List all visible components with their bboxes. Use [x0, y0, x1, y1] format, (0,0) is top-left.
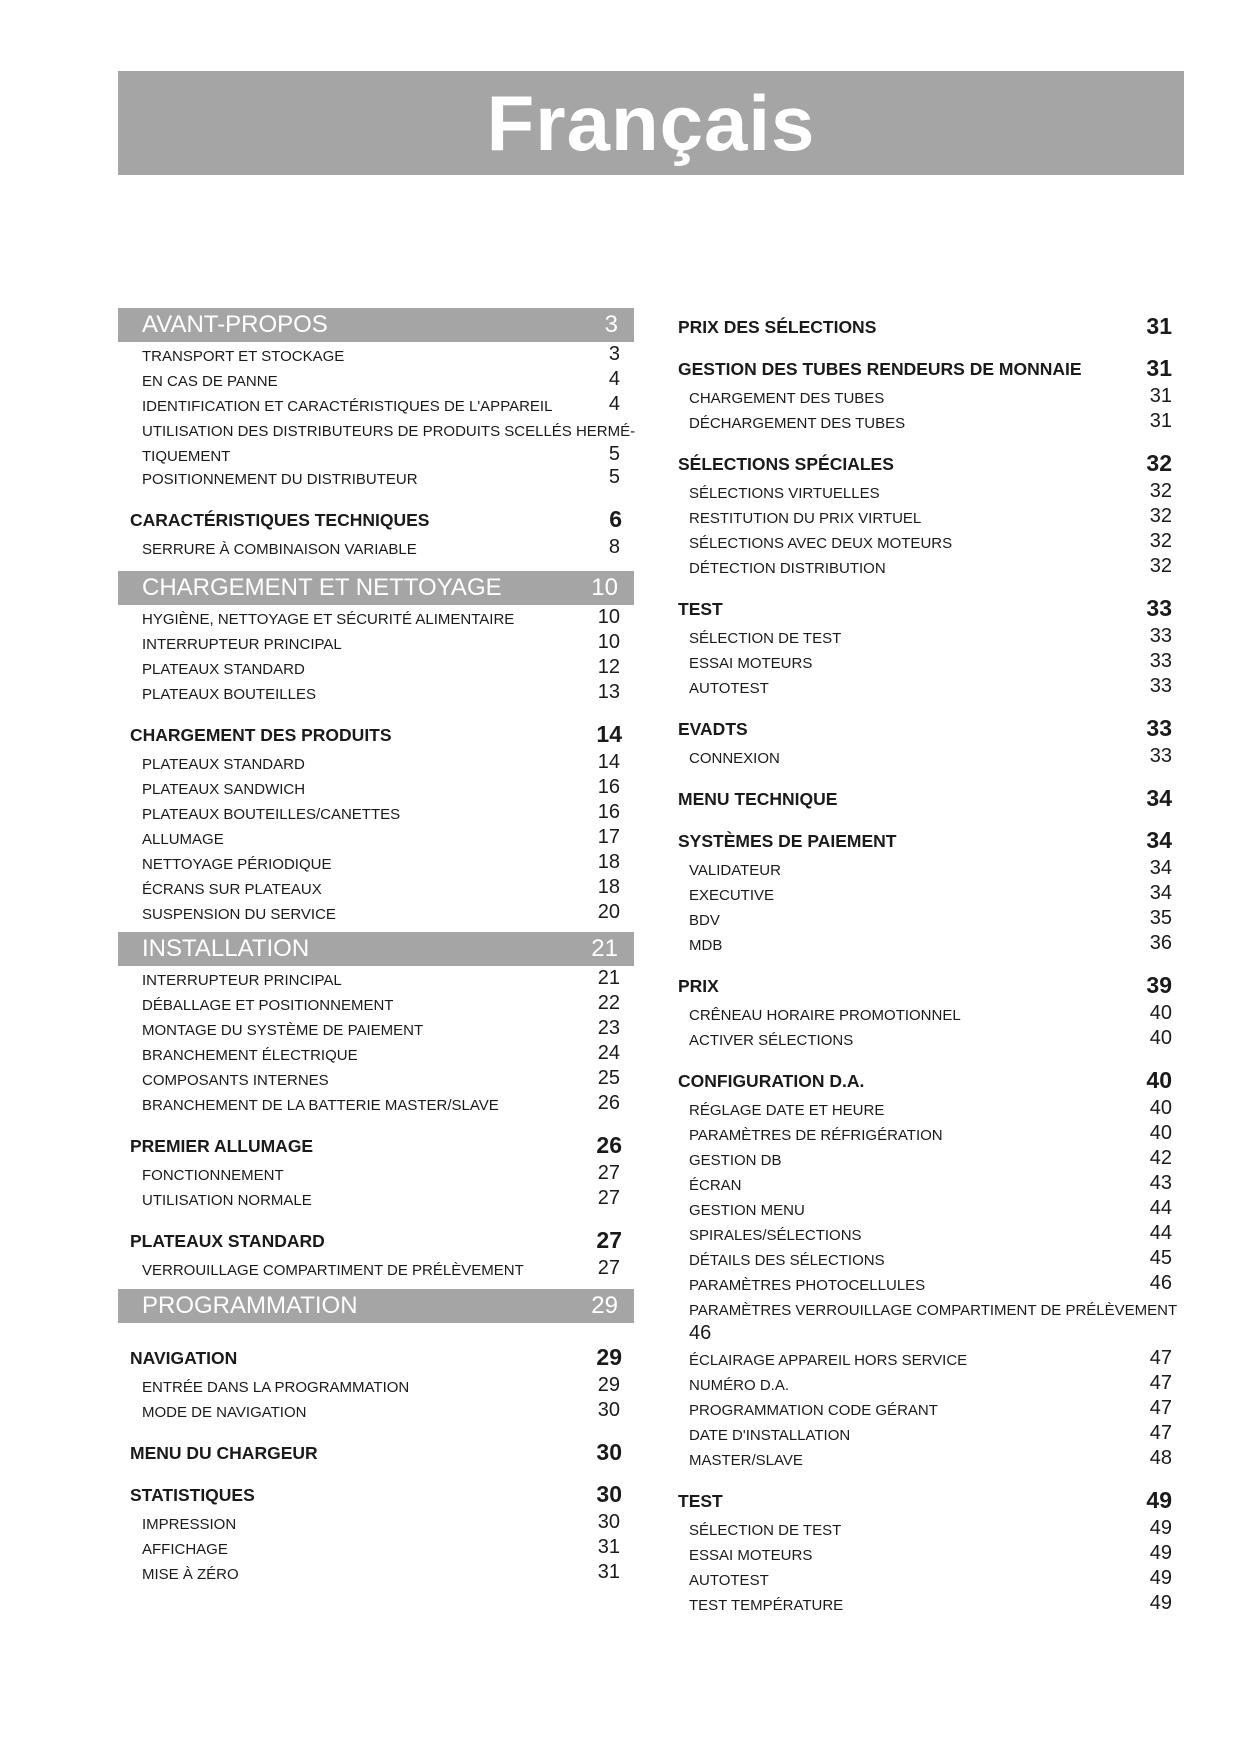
- toc-entry-label: SUSPENSION DU SERVICE: [142, 906, 336, 923]
- toc-entry[interactable]: [118, 1066, 634, 1091]
- toc-heading-prix-selections[interactable]: [666, 308, 1184, 342]
- toc-entry[interactable]: [118, 1398, 634, 1423]
- toc-entry-label: ACTIVER SÉLECTIONS: [689, 1032, 854, 1049]
- toc-right-column: [666, 308, 1184, 1616]
- toc-heading-label: PRIX: [678, 976, 719, 996]
- toc-entry-page: 20: [597, 901, 620, 923]
- toc-entry-label: BRANCHEMENT ÉLECTRIQUE: [142, 1047, 358, 1064]
- toc-entry-page: 31: [1149, 385, 1172, 407]
- toc-section-label: CHARGEMENT ET NETTOYAGE: [142, 574, 502, 601]
- toc-entry[interactable]: [118, 1560, 634, 1585]
- toc-heading-page: 30: [596, 1481, 622, 1507]
- toc-entry-page: 40: [1149, 1002, 1172, 1024]
- toc-heading-page: 39: [1146, 972, 1172, 998]
- toc-entry[interactable]: [666, 384, 1184, 409]
- toc-entry-page: 5: [608, 466, 620, 488]
- toc-entry[interactable]: [118, 850, 634, 875]
- toc-entry-page: 16: [597, 801, 620, 823]
- toc-entry[interactable]: [666, 1096, 1184, 1121]
- toc-entry-label: ENTRÉE DANS LA PROGRAMMATION: [142, 1379, 410, 1396]
- toc-entry-label: AUTOTEST: [689, 1572, 769, 1589]
- toc-entry-page: 5: [608, 443, 620, 465]
- toc-entry-label: PLATEAUX BOUTEILLES/CANETTES: [142, 806, 401, 823]
- toc-entry[interactable]: [666, 1296, 1184, 1346]
- toc-entry-page: 8: [608, 536, 620, 558]
- toc-entry-page: 35: [1149, 907, 1172, 929]
- toc-entry[interactable]: [666, 479, 1184, 504]
- toc-entry[interactable]: [118, 1161, 634, 1186]
- toc-entry[interactable]: [118, 750, 634, 775]
- toc-entry-label: SÉLECTIONS VIRTUELLES: [689, 485, 880, 502]
- toc-heading-prix[interactable]: [666, 967, 1184, 1001]
- toc-entry[interactable]: [118, 775, 634, 800]
- toc-entry[interactable]: [118, 1041, 634, 1066]
- toc-entry[interactable]: [666, 1146, 1184, 1171]
- toc-entry-page: 4: [608, 368, 620, 390]
- toc-heading-page: 34: [1146, 785, 1172, 811]
- toc-entry-page: 32: [1149, 530, 1172, 552]
- toc-entry[interactable]: [666, 1371, 1184, 1396]
- toc-entry-page: 47: [1149, 1347, 1172, 1369]
- toc-section-label: AVANT-PROPOS: [142, 311, 328, 338]
- toc-entry-page: 24: [597, 1042, 620, 1064]
- toc-heading-page: 49: [1146, 1487, 1172, 1513]
- toc-entry-page: 27: [597, 1162, 620, 1184]
- toc-entry-page: 23: [597, 1017, 620, 1039]
- toc-entry-label: CRÊNEAU HORAIRE PROMOTIONNEL: [689, 1007, 961, 1024]
- toc-entry-page: 17: [597, 826, 620, 848]
- toc-entry-page: 33: [1149, 745, 1172, 767]
- toc-heading-menu-chargeur[interactable]: [118, 1434, 634, 1468]
- toc-entry[interactable]: [666, 1271, 1184, 1296]
- toc-entry[interactable]: [118, 1091, 634, 1116]
- toc-entry[interactable]: [666, 1196, 1184, 1221]
- toc-entry[interactable]: [118, 1256, 634, 1281]
- toc-entry-page: 44: [1149, 1222, 1172, 1244]
- toc-entry[interactable]: [666, 409, 1184, 434]
- toc-entry[interactable]: [118, 605, 634, 630]
- toc-entry-label: SÉLECTION DE TEST: [689, 630, 842, 647]
- toc-entry-label: ESSAI MOTEURS: [689, 1547, 813, 1564]
- toc-entry[interactable]: [666, 504, 1184, 529]
- toc-section-page: 10: [591, 574, 618, 601]
- toc-heading-page: 34: [1146, 827, 1172, 853]
- toc-heading-label: PRIX DES SÉLECTIONS: [678, 317, 877, 337]
- toc-section-programmation[interactable]: [118, 1289, 634, 1323]
- toc-entry[interactable]: [118, 1373, 634, 1398]
- toc-entry-label: DÉTAILS DES SÉLECTIONS: [689, 1252, 885, 1269]
- toc-entry-page: 14: [597, 751, 620, 773]
- toc-entry[interactable]: [666, 744, 1184, 769]
- toc-entry-label: FONCTIONNEMENT: [142, 1167, 284, 1184]
- toc-entry-label: SÉLECTIONS AVEC DEUX MOTEURS: [689, 535, 953, 552]
- toc-entry[interactable]: [666, 1221, 1184, 1246]
- toc-section-installation[interactable]: [118, 932, 634, 966]
- toc-entry-page: 49: [1149, 1592, 1172, 1614]
- toc-heading-label: MENU DU CHARGEUR: [130, 1443, 318, 1463]
- toc-entry-page: 46: [689, 1322, 712, 1344]
- toc-heading-caracteristiques[interactable]: [118, 501, 634, 535]
- toc-entry-label: PLATEAUX STANDARD: [142, 661, 305, 678]
- toc-entry-label: ÉCRAN: [689, 1177, 742, 1194]
- toc-heading-page: 27: [596, 1227, 622, 1253]
- toc-entry-label: DÉTECTION DISTRIBUTION: [689, 560, 886, 577]
- toc-entry-label: PLATEAUX STANDARD: [142, 756, 305, 773]
- toc-entry-page: 47: [1149, 1372, 1172, 1394]
- toc-heading-test-2[interactable]: [666, 1482, 1184, 1516]
- toc-heading-page: 33: [1146, 715, 1172, 741]
- toc-heading-label: PLATEAUX STANDARD: [130, 1231, 325, 1251]
- toc-entry-page: 27: [597, 1187, 620, 1209]
- toc-heading-navigation[interactable]: [118, 1339, 634, 1373]
- toc-section-page: 3: [604, 311, 618, 338]
- toc-heading-configuration[interactable]: [666, 1062, 1184, 1096]
- toc-heading-label: CHARGEMENT DES PRODUITS: [130, 725, 392, 745]
- toc-entry-page: 10: [597, 606, 620, 628]
- toc-heading-page: 33: [1146, 595, 1172, 621]
- toc-entry-page: 49: [1149, 1567, 1172, 1589]
- toc-entry-label: POSITIONNEMENT DU DISTRIBUTEUR: [142, 471, 418, 488]
- toc-entry-page: 40: [1149, 1027, 1172, 1049]
- toc-entry[interactable]: [118, 800, 634, 825]
- toc-entry[interactable]: [666, 674, 1184, 699]
- toc-entry-label: ÉCRANS SUR PLATEAUX: [142, 881, 322, 898]
- toc-entry[interactable]: [666, 1346, 1184, 1371]
- toc-entry-page: 18: [597, 851, 620, 873]
- toc-entry-label: CONNEXION: [689, 750, 780, 767]
- toc-heading-label: GESTION DES TUBES RENDEURS DE MONNAIE: [678, 359, 1082, 379]
- toc-entry-page: 31: [597, 1561, 620, 1583]
- toc-entry[interactable]: [666, 1121, 1184, 1146]
- toc-entry-label: GESTION MENU: [689, 1202, 805, 1219]
- toc-entry-label: UTILISATION NORMALE: [142, 1192, 312, 1209]
- toc-entry-label: PLATEAUX SANDWICH: [142, 781, 306, 798]
- toc-entry[interactable]: [118, 342, 634, 367]
- toc-entry-page: 32: [1149, 505, 1172, 527]
- toc-entry-label: PROGRAMMATION CODE GÉRANT: [689, 1402, 938, 1419]
- toc-heading-page: 29: [596, 1344, 622, 1370]
- toc-entry[interactable]: [666, 1421, 1184, 1446]
- toc-entry[interactable]: [118, 1016, 634, 1041]
- toc-heading-page: 40: [1146, 1067, 1172, 1093]
- toc-entry-page: 47: [1149, 1422, 1172, 1444]
- toc-entry-page: 48: [1149, 1447, 1172, 1469]
- toc-heading-label: STATISTIQUES: [130, 1485, 255, 1505]
- toc-entry-page: 33: [1149, 675, 1172, 697]
- toc-entry[interactable]: [666, 554, 1184, 579]
- toc-entry[interactable]: [118, 966, 634, 991]
- toc-entry-label: EXECUTIVE: [689, 887, 775, 904]
- toc-heading-premier-allumage[interactable]: [118, 1127, 634, 1161]
- toc-entry-label: ALLUMAGE: [142, 831, 224, 848]
- toc-heading-page: 30: [596, 1439, 622, 1465]
- toc-entry-label: BRANCHEMENT DE LA BATTERIE MASTER/SLAVE: [142, 1097, 499, 1114]
- toc-section-chargement[interactable]: [118, 571, 634, 605]
- toc-entry-page: 25: [597, 1067, 620, 1089]
- toc-heading-page: 32: [1146, 450, 1172, 476]
- toc-entry-page: 43: [1149, 1172, 1172, 1194]
- toc-entry[interactable]: [666, 906, 1184, 931]
- toc-entry[interactable]: [666, 1396, 1184, 1421]
- toc-entry[interactable]: [666, 624, 1184, 649]
- toc-entry-label: ESSAI MOTEURS: [689, 655, 813, 672]
- toc-heading-test[interactable]: [666, 590, 1184, 624]
- toc-heading-page: 31: [1146, 355, 1172, 381]
- toc-entry-page: 46: [1149, 1272, 1172, 1294]
- toc-entry[interactable]: [118, 680, 634, 705]
- toc-entry[interactable]: [118, 392, 634, 417]
- toc-entry-page: 10: [597, 631, 620, 653]
- toc-entry-page: 31: [597, 1536, 620, 1558]
- toc-entry-page: 49: [1149, 1517, 1172, 1539]
- toc-heading-label: SYSTÈMES DE PAIEMENT: [678, 831, 897, 851]
- toc-entry-page: 45: [1149, 1247, 1172, 1269]
- toc-entry-label-continued: TIQUEMENT: [142, 448, 231, 465]
- toc-entry-label: VERROUILLAGE COMPARTIMENT DE PRÉLÈVEMENT: [142, 1262, 524, 1279]
- toc-entry-label: PLATEAUX BOUTEILLES: [142, 686, 316, 703]
- toc-heading-label: TEST: [678, 1491, 723, 1511]
- toc-entry-label: DATE D'INSTALLATION: [689, 1427, 851, 1444]
- toc-entry-label: AFFICHAGE: [142, 1541, 228, 1558]
- toc-entry-label: INTERRUPTEUR PRINCIPAL: [142, 972, 342, 989]
- toc-entry[interactable]: [118, 900, 634, 925]
- toc-entry-label: UTILISATION DES DISTRIBUTEURS DE PRODUITS SCELLÉS HERMÉ-: [142, 423, 636, 440]
- toc-entry[interactable]: [666, 1591, 1184, 1616]
- toc-entry-label: GESTION DB: [689, 1152, 782, 1169]
- toc-entry-label: DÉCHARGEMENT DES TUBES: [689, 415, 906, 432]
- toc-entry-label: TRANSPORT ET STOCKAGE: [142, 348, 345, 365]
- toc-entry[interactable]: [666, 1566, 1184, 1591]
- toc-entry-label: SPIRALES/SÉLECTIONS: [689, 1227, 862, 1244]
- toc-entry[interactable]: [666, 1001, 1184, 1026]
- toc-entry[interactable]: [666, 931, 1184, 956]
- toc-entry-label: BDV: [689, 912, 720, 929]
- toc-entry-label: PARAMÈTRES PHOTOCELLULES: [689, 1277, 926, 1294]
- toc-heading-gestion-tubes[interactable]: [666, 350, 1184, 384]
- toc-entry-label: PARAMÈTRES DE RÉFRIGÉRATION: [689, 1127, 943, 1144]
- toc-entry-page: 30: [597, 1399, 620, 1421]
- toc-entry-page: 3: [608, 343, 620, 365]
- toc-entry[interactable]: [666, 1541, 1184, 1566]
- toc-entry-page: 49: [1149, 1542, 1172, 1564]
- toc-entry[interactable]: [118, 825, 634, 850]
- toc-entry-page: 29: [597, 1374, 620, 1396]
- toc-entry-page: 34: [1149, 857, 1172, 879]
- toc-heading-label: TEST: [678, 599, 723, 619]
- toc-heading-systemes-paiement[interactable]: [666, 822, 1184, 856]
- toc-entry-label: TEST TEMPÉRATURE: [689, 1597, 844, 1614]
- toc-entry[interactable]: [118, 630, 634, 655]
- toc-entry-label: RESTITUTION DU PRIX VIRTUEL: [689, 510, 922, 527]
- toc-section-label: INSTALLATION: [142, 935, 310, 962]
- toc-entry[interactable]: [666, 856, 1184, 881]
- page-title: Français: [118, 71, 1184, 175]
- toc-heading-label: NAVIGATION: [130, 1348, 238, 1368]
- toc-heading-page: 6: [609, 506, 622, 532]
- toc-entry-page: 31: [1149, 410, 1172, 432]
- toc-entry-label: EN CAS DE PANNE: [142, 373, 278, 390]
- toc-entry[interactable]: [666, 1171, 1184, 1196]
- toc-entry-page: 33: [1149, 650, 1172, 672]
- toc-entry-page: 4: [608, 393, 620, 415]
- toc-heading-label: SÉLECTIONS SPÉCIALES: [678, 454, 894, 474]
- toc-entry-page: 32: [1149, 480, 1172, 502]
- toc-entry-label: MODE DE NAVIGATION: [142, 1404, 307, 1421]
- toc-entry-label: MDB: [689, 937, 723, 954]
- toc-entry-label: DÉBALLAGE ET POSITIONNEMENT: [142, 997, 394, 1014]
- toc-section-avant-propos[interactable]: [118, 308, 634, 342]
- toc-heading-evadts[interactable]: [666, 710, 1184, 744]
- toc-entry-page: 13: [597, 681, 620, 703]
- toc-entry[interactable]: [118, 991, 634, 1016]
- toc-heading-page: 31: [1146, 313, 1172, 339]
- toc-entry-label: NUMÉRO D.A.: [689, 1377, 790, 1394]
- toc-entry-page: 12: [597, 656, 620, 678]
- toc-entry[interactable]: [666, 1446, 1184, 1471]
- toc-heading-statistiques[interactable]: [118, 1476, 634, 1510]
- toc-section-page: 21: [591, 935, 618, 962]
- toc-entry-page: 33: [1149, 625, 1172, 647]
- toc-entry-label: CHARGEMENT DES TUBES: [689, 390, 885, 407]
- toc-entry-label: MASTER/SLAVE: [689, 1452, 803, 1469]
- toc-entry[interactable]: [118, 1535, 634, 1560]
- toc-entry-label: SERRURE À COMBINAISON VARIABLE: [142, 541, 417, 558]
- toc-entry-label: HYGIÈNE, NETTOYAGE ET SÉCURITÉ ALIMENTAIRE: [142, 611, 515, 628]
- toc-entry[interactable]: [118, 1186, 634, 1211]
- toc-entry[interactable]: [666, 1026, 1184, 1051]
- toc-entry-page: 34: [1149, 882, 1172, 904]
- toc-entry[interactable]: [666, 1246, 1184, 1271]
- toc-entry[interactable]: [118, 875, 634, 900]
- toc-entry-page: 27: [597, 1257, 620, 1279]
- toc-heading-label: CONFIGURATION D.A.: [678, 1071, 865, 1091]
- toc-entry[interactable]: [666, 881, 1184, 906]
- toc-entry-page: 18: [597, 876, 620, 898]
- toc-heading-page: 14: [596, 721, 622, 747]
- toc-entry-label: IDENTIFICATION ET CARACTÉRISTIQUES DE L'APPAREIL: [142, 398, 553, 415]
- toc-entry[interactable]: [118, 417, 634, 465]
- toc-entry-page: 36: [1149, 932, 1172, 954]
- toc-entry-page: 22: [597, 992, 620, 1014]
- toc-section-page: 29: [591, 1292, 618, 1319]
- toc-entry-label: INTERRUPTEUR PRINCIPAL: [142, 636, 342, 653]
- toc-entry-page: 30: [597, 1511, 620, 1533]
- toc-left-column: [118, 308, 634, 1585]
- toc-entry[interactable]: [118, 465, 634, 490]
- toc-heading-label: PREMIER ALLUMAGE: [130, 1136, 314, 1156]
- toc-entry-page: 42: [1149, 1147, 1172, 1169]
- toc-entry[interactable]: [666, 1516, 1184, 1541]
- toc-heading-label: MENU TECHNIQUE: [678, 789, 838, 809]
- toc-heading-page: 26: [596, 1132, 622, 1158]
- toc-entry[interactable]: [118, 655, 634, 680]
- toc-entry[interactable]: [666, 529, 1184, 554]
- toc-entry-page: 47: [1149, 1397, 1172, 1419]
- toc-entry-label: MISE À ZÉRO: [142, 1566, 239, 1583]
- toc-heading-label: CARACTÉRISTIQUES TECHNIQUES: [130, 510, 430, 530]
- toc-entry-page: 40: [1149, 1097, 1172, 1119]
- toc-entry[interactable]: [118, 535, 634, 560]
- toc-entry-label: AUTOTEST: [689, 680, 769, 697]
- toc-heading-plateaux-standard[interactable]: [118, 1222, 634, 1256]
- toc-heading-menu-technique[interactable]: [666, 780, 1184, 814]
- toc-entry-page: 26: [597, 1092, 620, 1114]
- toc-entry-label: MONTAGE DU SYSTÈME DE PAIEMENT: [142, 1022, 424, 1039]
- toc-heading-label: EVADTS: [678, 719, 748, 739]
- toc-entry-page: 21: [597, 967, 620, 989]
- toc-entry-label: SÉLECTION DE TEST: [689, 1522, 842, 1539]
- toc-entry-label: RÉGLAGE DATE ET HEURE: [689, 1102, 885, 1119]
- toc-entry-label: COMPOSANTS INTERNES: [142, 1072, 329, 1089]
- toc-entry-label: NETTOYAGE PÉRIODIQUE: [142, 856, 332, 873]
- toc-heading-selections-speciales[interactable]: [666, 445, 1184, 479]
- toc-entry[interactable]: [118, 1510, 634, 1535]
- toc-entry-label: PARAMÈTRES VERROUILLAGE COMPARTIMENT DE PRÉLÈVEMENT: [689, 1302, 1178, 1319]
- toc-entry-page: 32: [1149, 555, 1172, 577]
- toc-entry-label: VALIDATEUR: [689, 862, 781, 879]
- toc-entry[interactable]: [118, 367, 634, 392]
- toc-entry-page: 16: [597, 776, 620, 798]
- toc-heading-chargement-produits[interactable]: [118, 716, 634, 750]
- toc-entry-page: 44: [1149, 1197, 1172, 1219]
- toc-entry-label: ÉCLAIRAGE APPAREIL HORS SERVICE: [689, 1352, 968, 1369]
- toc-entry[interactable]: [666, 649, 1184, 674]
- toc-entry-page: 40: [1149, 1122, 1172, 1144]
- toc-section-label: PROGRAMMATION: [142, 1292, 358, 1319]
- toc-entry-label: IMPRESSION: [142, 1516, 237, 1533]
